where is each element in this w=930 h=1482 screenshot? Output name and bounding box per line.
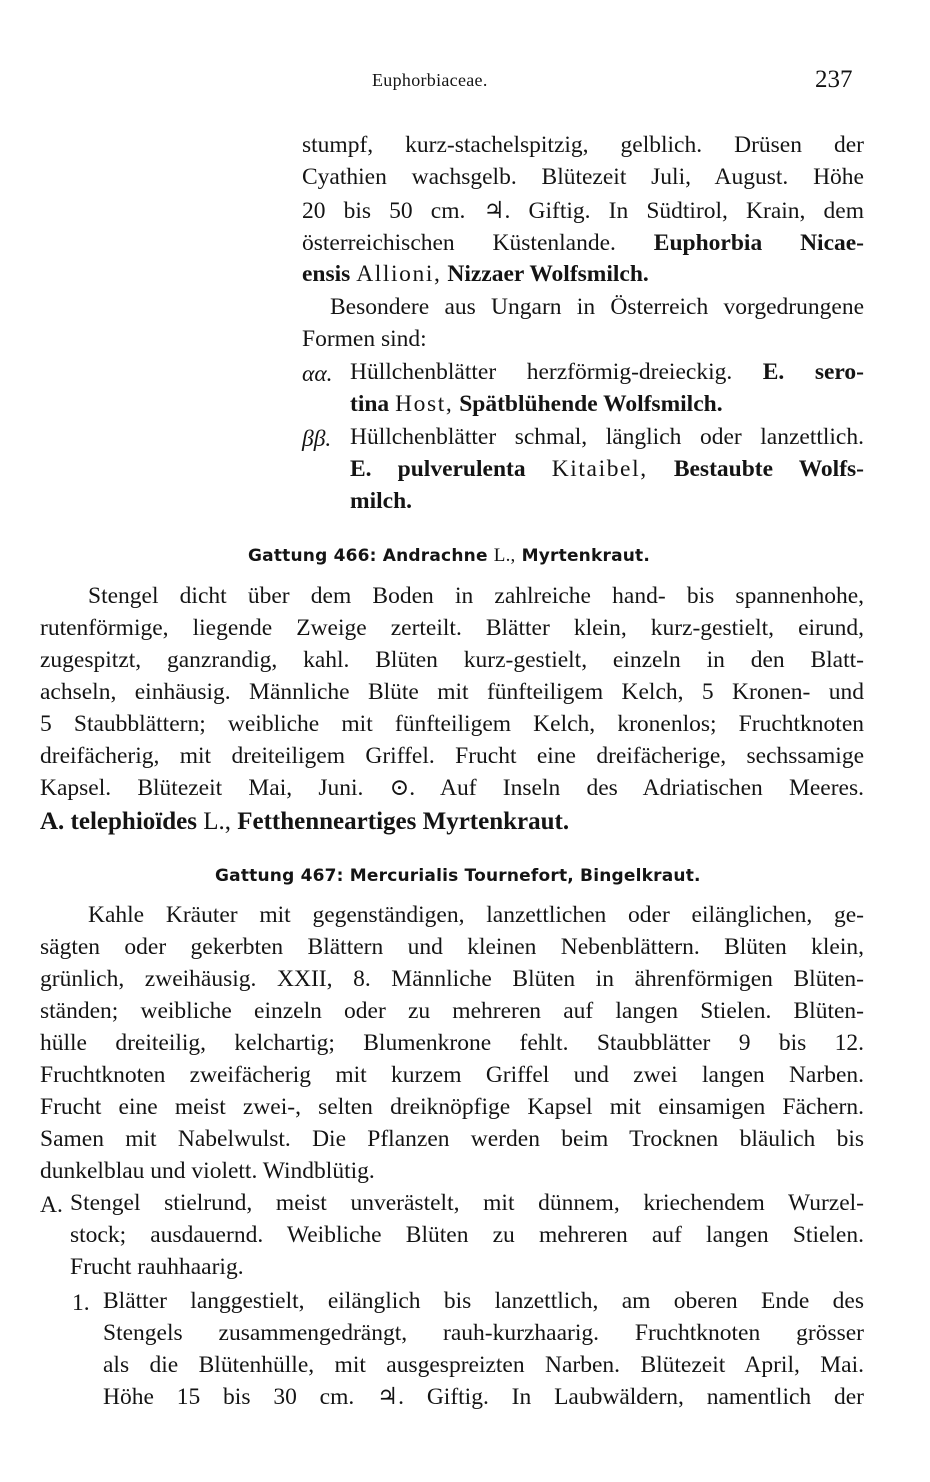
text-line	[302, 232, 864, 256]
common-name: Spätblühende Wolfsmilch.	[459, 391, 723, 417]
common-name: Nizzaer Wolfsmilch.	[447, 261, 649, 287]
text-line: 20 bis 50 cm. ♃. Giftig. In Südtirol, Krain, dem	[302, 198, 864, 224]
text-line	[350, 361, 864, 385]
common-name: Fetthenneartiges Myrtenkraut.	[237, 808, 570, 835]
genus-heading	[248, 545, 650, 567]
text-line: Blätter langgestielt, eilänglich bis lanzettlich, am oberen Ende des	[103, 1288, 864, 1314]
author-name: Kitaibel,	[551, 456, 648, 482]
text-line: 5 Staubblättern; weibliche mit fünfteiligem Kelch, kronenlos; Fruchtknoten	[40, 711, 864, 737]
text-line	[350, 393, 864, 417]
text-line: Formen sind:	[302, 326, 427, 352]
text-line: Cyathien wachsgelb. Blütezeit Juli, August. Höhe	[302, 164, 864, 190]
genus-heading: Gattung 467: Mercurialis Tournefort, Bingelkraut.	[215, 866, 701, 886]
text-line: zugespitzt, ganzrandig, kahl. Blüten kurz-gestielt, einzeln in den Blatt-	[40, 647, 864, 673]
text-line: hülle dreiteilig, kelchartig; Blumenkrone fehlt. Staubblätter 9 bis 12.	[40, 1030, 864, 1056]
variety-marker: ββ.	[302, 426, 332, 452]
text-line: milch.	[350, 488, 413, 514]
species-name: E. pulverulenta	[350, 456, 526, 482]
text-line: dreifächerig, mit dreiteiligem Griffel. Frucht eine dreifächerige, sechssamige	[40, 743, 864, 769]
text-line	[40, 809, 864, 834]
item-number: 1.	[72, 1290, 90, 1316]
text-line: Samen mit Nabelwulst. Die Pflanzen werden beim Trocknen bläulich bis	[40, 1126, 864, 1152]
text-line: ständen; weibliche einzeln oder zu mehreren auf langen Stielen. Blüten-	[40, 998, 864, 1024]
text-line: Hüllchenblätter schmal, länglich oder lanzettlich.	[350, 424, 864, 450]
text-line	[302, 263, 864, 287]
text-line	[350, 458, 864, 482]
genus-heading-common: Myrtenkraut.	[521, 546, 651, 566]
species-name: A. telephioïdes	[40, 808, 197, 835]
author-name: L.,	[203, 808, 231, 835]
genus-heading-title: Gattung 466: Andrachne	[248, 546, 488, 566]
page-number: 237	[815, 66, 853, 93]
text-line: Besondere aus Ungarn in Österreich vorgedrungene	[330, 294, 864, 320]
species-name: E. sero-	[762, 359, 864, 385]
species-name: tina	[350, 391, 390, 417]
text-line: rutenförmige, liegende Zweige zerteilt. Blätter klein, kurz-gestielt, eirund,	[40, 615, 864, 641]
variety-marker: αα.	[302, 361, 333, 387]
text-line: Stengel dicht über dem Boden in zahlreiche hand- bis spannenhohe,	[88, 583, 864, 609]
common-name: Bestaubte Wolfs-	[673, 456, 864, 482]
text-line: Frucht rauhhaarig.	[70, 1254, 244, 1280]
text-line: stumpf, kurz-stachelspitzig, gelblich. Drüsen der	[302, 132, 864, 158]
text-line: achseln, einhäusig. Männliche Blüte mit fünfteiligem Kelch, 5 Kronen- und	[40, 679, 864, 705]
text-line: Höhe 15 bis 30 cm. ♃. Giftig. In Laubwäldern, namentlich der	[103, 1384, 864, 1410]
text-line: Kahle Kräuter mit gegenständigen, lanzettlichen oder eilänglichen, ge-	[88, 902, 864, 928]
text-line: als die Blütenhülle, mit ausgespreizten Narben. Blütezeit April, Mai.	[103, 1352, 864, 1378]
species-name: ensis	[302, 261, 351, 287]
locality-text: österreichischen Küstenlande.	[302, 230, 616, 256]
species-name: Euphorbia Nicae-	[653, 230, 864, 256]
text-line: Stengels zusammengedrängt, rauh-kurzhaarig. Fruchtknoten grösser	[103, 1320, 864, 1346]
author-name: Allioni,	[356, 261, 442, 287]
text-line: sägten oder gekerbten Blättern und kleinen Nebenblättern. Blüten klein,	[40, 934, 864, 960]
text-line: Kapsel. Blütezeit Mai, Juni. ⊙. Auf Inseln des Adriatischen Meeres.	[40, 775, 864, 801]
description-text: Hüllchenblätter herzförmig-dreieckig.	[350, 359, 733, 385]
text-line: stock; ausdauernd. Weibliche Blüten zu mehreren auf langen Stielen.	[70, 1222, 864, 1248]
author-name: Host,	[395, 391, 454, 417]
genus-heading-author: L.,	[493, 545, 516, 566]
section-marker: A.	[40, 1192, 63, 1218]
text-line: Frucht eine meist zwei-, selten dreiknöpfige Kapsel mit einsamigen Fächern.	[40, 1094, 864, 1120]
running-title: Euphorbiaceae.	[372, 70, 488, 90]
text-line: dunkelblau und violett. Windblütig.	[40, 1158, 375, 1184]
text-line: grünlich, zweihäusig. XXII, 8. Männliche Blüten in ährenförmigen Blüten-	[40, 966, 864, 992]
text-line: Stengel stielrund, meist unverästelt, mit dünnem, kriechendem Wurzel-	[70, 1190, 864, 1216]
text-line: Fruchtknoten zweifächerig mit kurzem Griffel und zwei langen Narben.	[40, 1062, 864, 1088]
